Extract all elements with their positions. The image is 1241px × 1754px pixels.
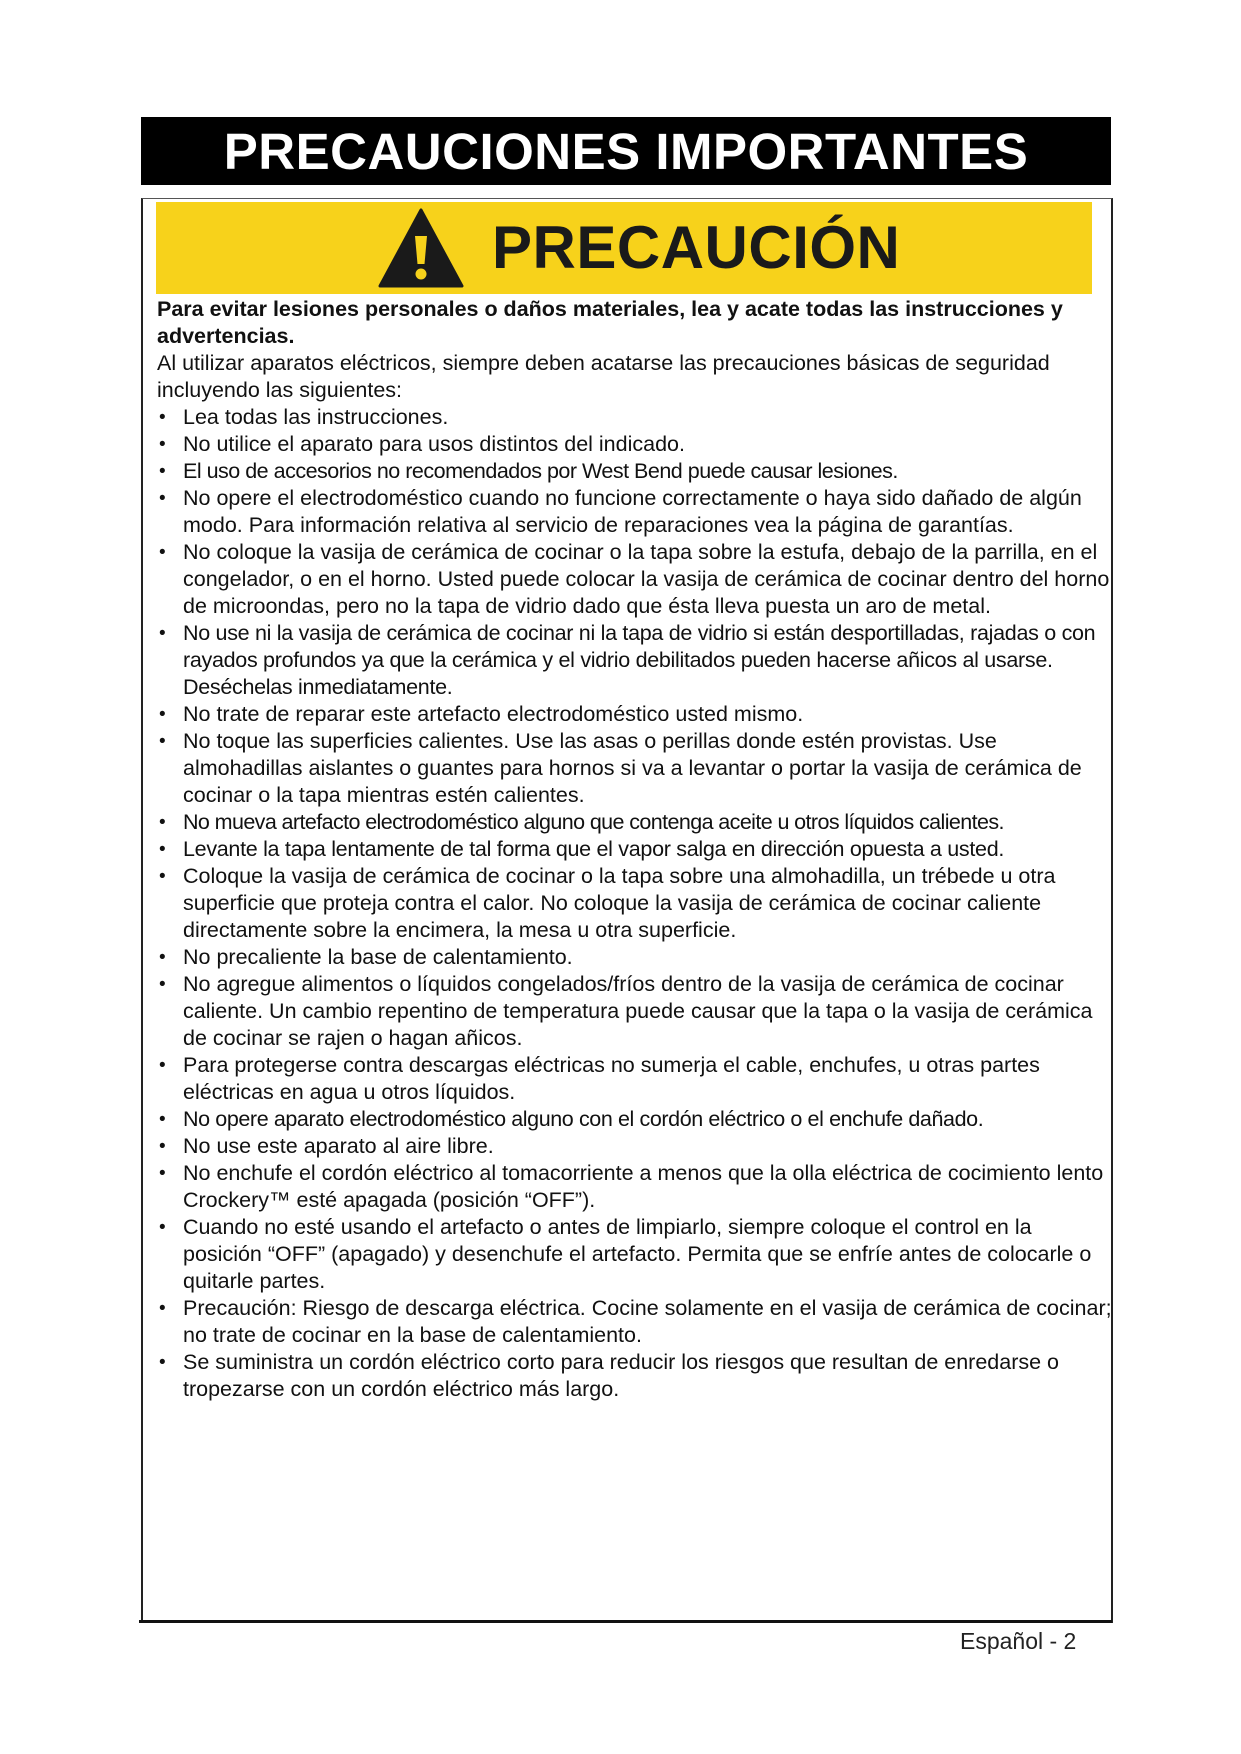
- list-item: • No opere aparato electrodoméstico alguno con el cordón eléctrico o el enchufe dañado.: [157, 1106, 1115, 1133]
- caution-heading: PRECAUCIÓN: [492, 214, 901, 281]
- list-item: • El uso de accesorios no recomendados por West Bend puede causar lesiones.: [157, 458, 1115, 485]
- list-item: • No utilice el aparato para usos distintos del indicado.: [157, 431, 1115, 458]
- list-item: • No agregue alimentos o líquidos congelados/fríos dentro de la vasija de cerámica de cocinar caliente. Un cambio repentino de temperatura puede causar que la tapa o la vasija de cerámica de cocinar se rajen o hagan añicos.: [157, 971, 1115, 1052]
- list-item: • No opere el electrodoméstico cuando no funcione correctamente o haya sido dañado de algún modo. Para información relativa al servicio de reparaciones vea la página de garantías.: [157, 485, 1115, 539]
- page-title: PRECAUCIONES IMPORTANTES: [141, 117, 1111, 185]
- list-item: • No toque las superficies calientes. Use las asas o perillas donde estén provistas. Use almohadillas aislantes o guantes para hornos si va a levantar o portar la vasija de cerámica de cocinar o la tapa mientras estén calientes.: [157, 728, 1115, 809]
- list-item: • No enchufe el cordón eléctrico al tomacorriente a menos que la olla eléctrica de cocimiento lento Crockery™ esté apagada (posición “OFF”).: [157, 1160, 1115, 1214]
- bottom-divider: [139, 1620, 1112, 1623]
- list-item: • Cuando no esté usando el artefacto o antes de limpiarlo, siempre coloque el control en la posición “OFF” (apagado) y desenchufe el artefacto. Permita que se enfríe antes de colocarle o quitarle partes.: [157, 1214, 1115, 1295]
- list-item: • Coloque la vasija de cerámica de cocinar o la tapa sobre una almohadilla, un trébede u otra superficie que proteja contra el calor. No coloque la vasija de cerámica de cocinar caliente directamente sobre la encimera, la mesa u otra superficie.: [157, 863, 1115, 944]
- warning-triangle-icon: [378, 208, 464, 288]
- caution-banner: [156, 202, 1092, 294]
- list-item: • No precaliente la base de calentamiento.: [157, 944, 1115, 971]
- list-item: • Se suministra un cordón eléctrico corto para reducir los riesgos que resultan de enredarse o tropezarse con un cordón eléctrico más largo.: [157, 1349, 1115, 1403]
- intro-warning: Para evitar lesiones personales o daños materiales, lea y acate todas las instrucciones y advertencias.: [157, 297, 1063, 348]
- list-item: • No trate de reparar este artefacto electrodoméstico usted mismo.: [157, 701, 1115, 728]
- list-item: • Para protegerse contra descargas eléctricas no sumerja el cable, enchufes, u otras partes eléctricas en agua u otros líquidos.: [157, 1052, 1115, 1106]
- intro-text: Al utilizar aparatos eléctricos, siempre deben acatarse las precauciones básicas de seguridad incluyendo las siguientes:: [157, 351, 1050, 402]
- list-item: • No mueva artefacto electrodoméstico alguno que contenga aceite u otros líquidos calientes.: [157, 809, 1115, 836]
- list-item: • No use ni la vasija de cerámica de cocinar ni la tapa de vidrio si están desportilladas, rajadas o con rayados profundos ya que la cerámica y el vidrio debilitados pueden hacerse añicos al usarse. Deséchelas inmediatamente.: [157, 620, 1115, 701]
- list-item: • Lea todas las instrucciones.: [157, 404, 1115, 431]
- list-item: • Precaución: Riesgo de descarga eléctrica. Cocine solamente en el vasija de cerámica de cocinar; no trate de cocinar en la base de calentamiento.: [157, 1295, 1115, 1349]
- precautions-list: [157, 404, 1115, 1403]
- list-item: • No use este aparato al aire libre.: [157, 1133, 1115, 1160]
- page-number: Español - 2: [960, 1628, 1077, 1654]
- precautions-content: [157, 296, 1115, 1403]
- list-item: • Levante la tapa lentamente de tal forma que el vapor salga en dirección opuesta a usted.: [157, 836, 1115, 863]
- list-item: • No coloque la vasija de cerámica de cocinar o la tapa sobre la estufa, debajo de la parrilla, en el congelador, o en el horno. Usted puede colocar la vasija de cerámica de cocinar dentro del horno de microondas, pero no la tapa de vidrio dado que ésta lleva puesta un aro de metal.: [157, 539, 1115, 620]
